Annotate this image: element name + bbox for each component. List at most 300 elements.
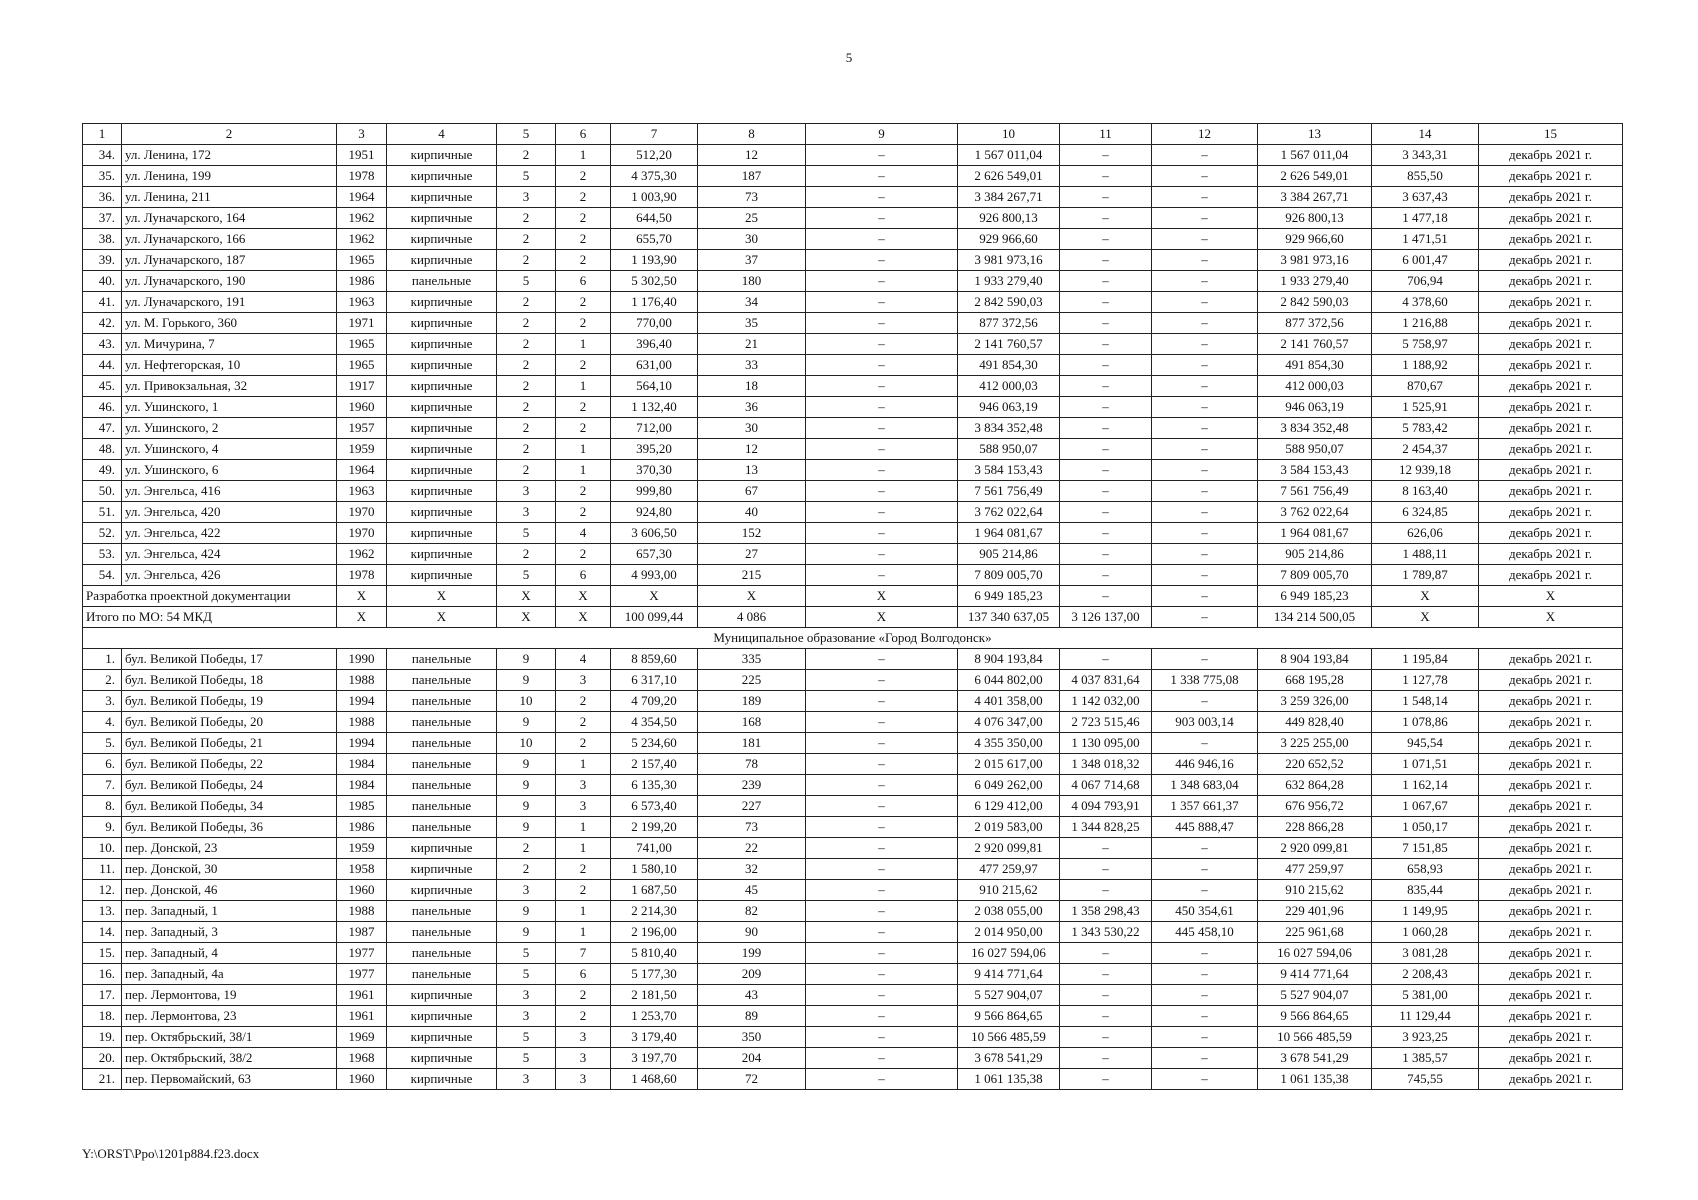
table-cell: панельные	[387, 817, 497, 838]
table-cell: 13.	[83, 901, 122, 922]
table-cell: 220 652,52	[1258, 754, 1372, 775]
table-row	[83, 397, 1623, 418]
table-cell: панельные	[387, 733, 497, 754]
table-cell: декабрь 2021 г.	[1479, 733, 1623, 754]
table-cell: –	[806, 943, 958, 964]
table-cell: 51.	[83, 502, 122, 523]
table-cell: –	[806, 880, 958, 901]
table-cell: 5 527 904,07	[1258, 985, 1372, 1006]
table-cell: 4 094 793,91	[1060, 796, 1152, 817]
table-cell: 2	[497, 229, 556, 250]
table-cell: 1959	[337, 838, 387, 859]
table-cell: 745,55	[1372, 1069, 1479, 1090]
table-cell: 910 215,62	[1258, 880, 1372, 901]
table-cell: 189	[698, 691, 806, 712]
table-cell: 2	[497, 418, 556, 439]
table-cell: –	[1152, 565, 1258, 586]
table-cell: ул. Нефтегорская, 10	[122, 355, 337, 376]
table-cell: –	[806, 250, 958, 271]
table-cell: 706,94	[1372, 271, 1479, 292]
table-cell: 1 142 032,00	[1060, 691, 1152, 712]
table-cell: X	[387, 586, 497, 607]
table-cell: 1 061 135,38	[1258, 1069, 1372, 1090]
table-cell: 1 357 661,37	[1152, 796, 1258, 817]
table-cell: 870,67	[1372, 376, 1479, 397]
table-cell: 12	[698, 145, 806, 166]
table-cell: кирпичные	[387, 292, 497, 313]
table-cell: кирпичные	[387, 1027, 497, 1048]
table-cell: кирпичные	[387, 355, 497, 376]
table-cell: 7	[556, 943, 611, 964]
table-cell: 5 302,50	[611, 271, 698, 292]
table-cell: ул. Энгельса, 420	[122, 502, 337, 523]
table-cell: 9	[497, 817, 556, 838]
table-cell: –	[806, 544, 958, 565]
table-cell: кирпичные	[387, 418, 497, 439]
table-cell: –	[1060, 313, 1152, 334]
table-row	[83, 859, 1623, 880]
table-cell: 12	[1152, 124, 1258, 145]
table-cell: 2	[556, 229, 611, 250]
table-cell: –	[806, 271, 958, 292]
table-cell: 49.	[83, 460, 122, 481]
table-cell: –	[806, 460, 958, 481]
table-cell: 4	[387, 124, 497, 145]
table-cell: –	[1152, 292, 1258, 313]
table-cell: –	[1152, 250, 1258, 271]
table-cell: 1 580,10	[611, 859, 698, 880]
table-cell: 370,30	[611, 460, 698, 481]
table-cell: 1984	[337, 775, 387, 796]
table-cell: 3	[497, 187, 556, 208]
table-cell: 239	[698, 775, 806, 796]
table-cell: –	[806, 166, 958, 187]
table-cell: –	[806, 565, 958, 586]
table-row	[83, 943, 1623, 964]
table-cell: 712,00	[611, 418, 698, 439]
table-cell: 5	[497, 943, 556, 964]
table-cell: 3	[497, 502, 556, 523]
table-cell: –	[1152, 1027, 1258, 1048]
table-cell: 4 037 831,64	[1060, 670, 1152, 691]
table-cell: 1988	[337, 901, 387, 922]
table-cell: кирпичные	[387, 565, 497, 586]
table-cell: пер. Западный, 4а	[122, 964, 337, 985]
table-cell: –	[1152, 355, 1258, 376]
table-cell: 4 709,20	[611, 691, 698, 712]
table-cell: 1 071,51	[1372, 754, 1479, 775]
table-cell: 903 003,14	[1152, 712, 1258, 733]
table-row	[83, 292, 1623, 313]
table-cell: –	[1152, 1006, 1258, 1027]
table-cell: –	[806, 817, 958, 838]
table-cell: декабрь 2021 г.	[1479, 754, 1623, 775]
table-cell: 15	[1479, 124, 1623, 145]
table-cell: –	[1060, 586, 1152, 607]
table-cell: 11	[1060, 124, 1152, 145]
table-cell: –	[1060, 964, 1152, 985]
table-cell: –	[1152, 733, 1258, 754]
table-cell: 4 355 350,00	[958, 733, 1060, 754]
table-cell: 3 225 255,00	[1258, 733, 1372, 754]
table-cell: декабрь 2021 г.	[1479, 1006, 1623, 1027]
table-cell: 4 354,50	[611, 712, 698, 733]
table-cell: кирпичные	[387, 502, 497, 523]
table-cell: кирпичные	[387, 187, 497, 208]
table-cell: панельные	[387, 796, 497, 817]
table-cell: бул. Великой Победы, 34	[122, 796, 337, 817]
table-cell: кирпичные	[387, 1069, 497, 1090]
table-cell: 3 981 973,16	[1258, 250, 1372, 271]
table-cell: 668 195,28	[1258, 670, 1372, 691]
table-cell: 3 678 541,29	[1258, 1048, 1372, 1069]
table-cell: 180	[698, 271, 806, 292]
table-cell: панельные	[387, 649, 497, 670]
table-cell: 5	[497, 124, 556, 145]
table-cell: 3	[556, 670, 611, 691]
table-cell: 1 188,92	[1372, 355, 1479, 376]
table-cell: –	[1060, 502, 1152, 523]
table-cell: 2	[556, 880, 611, 901]
table-cell: кирпичные	[387, 460, 497, 481]
table-cell: кирпичные	[387, 376, 497, 397]
table-cell: –	[1060, 481, 1152, 502]
table-cell: –	[806, 229, 958, 250]
table-cell: бул. Великой Победы, 22	[122, 754, 337, 775]
table-row	[83, 229, 1623, 250]
table-cell: –	[806, 733, 958, 754]
table-cell: 926 800,13	[958, 208, 1060, 229]
table-cell: 2	[497, 397, 556, 418]
table-cell: 5	[497, 523, 556, 544]
table-cell: 43	[698, 985, 806, 1006]
table-cell: 946 063,19	[1258, 397, 1372, 418]
table-cell: 3 384 267,71	[958, 187, 1060, 208]
table-cell: 2	[556, 313, 611, 334]
table-cell: 4 993,00	[611, 565, 698, 586]
table-cell: 3 923,25	[1372, 1027, 1479, 1048]
table-cell: 9 566 864,65	[1258, 1006, 1372, 1027]
table-cell: 1951	[337, 145, 387, 166]
table-cell: 5.	[83, 733, 122, 754]
table-cell: X	[497, 607, 556, 628]
table-cell: декабрь 2021 г.	[1479, 523, 1623, 544]
table-cell: –	[1060, 859, 1152, 880]
table-cell: декабрь 2021 г.	[1479, 271, 1623, 292]
table-cell: 7 809 005,70	[1258, 565, 1372, 586]
table-cell: декабрь 2021 г.	[1479, 313, 1623, 334]
table-cell: 1958	[337, 859, 387, 880]
table-cell: –	[806, 523, 958, 544]
table-cell: X	[1372, 607, 1479, 628]
table-cell: 1964	[337, 460, 387, 481]
table-cell: 37.	[83, 208, 122, 229]
table-cell: 412 000,03	[958, 376, 1060, 397]
table-cell: –	[1152, 187, 1258, 208]
table-cell: 1 525,91	[1372, 397, 1479, 418]
table-cell: 2	[497, 313, 556, 334]
table-cell: 8 904 193,84	[958, 649, 1060, 670]
table-cell: 5	[497, 1027, 556, 1048]
table-cell: 2	[556, 355, 611, 376]
table-cell: 2	[556, 397, 611, 418]
table-cell: 3 834 352,48	[1258, 418, 1372, 439]
table-cell: –	[1060, 271, 1152, 292]
table-cell: 2	[497, 376, 556, 397]
table-cell: бул. Великой Победы, 24	[122, 775, 337, 796]
table-cell: 9	[497, 670, 556, 691]
table-cell: пер. Донской, 23	[122, 838, 337, 859]
table-cell: X	[556, 607, 611, 628]
table-cell: 3 384 267,71	[1258, 187, 1372, 208]
table-cell: 78	[698, 754, 806, 775]
table-cell: 512,20	[611, 145, 698, 166]
table-cell: –	[1060, 523, 1152, 544]
table-cell: декабрь 2021 г.	[1479, 502, 1623, 523]
table-cell: 35.	[83, 166, 122, 187]
table-cell: 3	[497, 985, 556, 1006]
table-cell: декабрь 2021 г.	[1479, 166, 1623, 187]
table-cell: 1963	[337, 292, 387, 313]
table-row	[83, 691, 1623, 712]
table-cell: 35	[698, 313, 806, 334]
table-cell: 1 348 683,04	[1152, 775, 1258, 796]
table-cell: 3.	[83, 691, 122, 712]
table-cell: декабрь 2021 г.	[1479, 250, 1623, 271]
table-cell: 588 950,07	[1258, 439, 1372, 460]
table-cell: 52.	[83, 523, 122, 544]
table-cell: 3	[556, 775, 611, 796]
table-cell: 1988	[337, 712, 387, 733]
table-cell: 1	[556, 376, 611, 397]
table-cell: 1977	[337, 964, 387, 985]
table-cell: 1962	[337, 229, 387, 250]
table-cell: 2 015 617,00	[958, 754, 1060, 775]
table-cell: 3	[556, 796, 611, 817]
table-row	[83, 460, 1623, 481]
total-row	[83, 607, 1623, 628]
table-row	[83, 712, 1623, 733]
table-cell: 6 049 262,00	[958, 775, 1060, 796]
table-cell: 54.	[83, 565, 122, 586]
table-row	[83, 208, 1623, 229]
table-cell: кирпичные	[387, 985, 497, 1006]
table-cell: 9 414 771,64	[1258, 964, 1372, 985]
table-cell: –	[1152, 523, 1258, 544]
table-cell: 3 981 973,16	[958, 250, 1060, 271]
table-cell: 227	[698, 796, 806, 817]
table-cell: ул. Луначарского, 191	[122, 292, 337, 313]
table-cell: декабрь 2021 г.	[1479, 1048, 1623, 1069]
table-cell: ул. Ушинского, 6	[122, 460, 337, 481]
table-cell: кирпичные	[387, 859, 497, 880]
table-cell: 13	[698, 460, 806, 481]
table-cell: –	[806, 418, 958, 439]
table-row	[83, 796, 1623, 817]
table-cell: кирпичные	[387, 1048, 497, 1069]
table-cell: декабрь 2021 г.	[1479, 964, 1623, 985]
table-cell: 905 214,86	[958, 544, 1060, 565]
table-cell: 43.	[83, 334, 122, 355]
table-cell: –	[1152, 418, 1258, 439]
table-cell: 631,00	[611, 355, 698, 376]
table-cell: 7 561 756,49	[1258, 481, 1372, 502]
table-cell: 3 259 326,00	[1258, 691, 1372, 712]
table-cell: –	[806, 859, 958, 880]
table-cell: 2 141 760,57	[958, 334, 1060, 355]
table-cell: 1	[556, 145, 611, 166]
table-cell: 11.	[83, 859, 122, 880]
table-cell: кирпичные	[387, 397, 497, 418]
table-cell: 8 163,40	[1372, 481, 1479, 502]
table-cell: 2 842 590,03	[1258, 292, 1372, 313]
table-cell: 5 783,42	[1372, 418, 1479, 439]
table-cell: 16 027 594,06	[1258, 943, 1372, 964]
table-cell: 21	[698, 334, 806, 355]
table-cell: 8.	[83, 796, 122, 817]
table-cell: –	[1152, 481, 1258, 502]
table-cell: 48.	[83, 439, 122, 460]
table-cell: 46.	[83, 397, 122, 418]
table-cell: 1 567 011,04	[958, 145, 1060, 166]
table-cell: 16.	[83, 964, 122, 985]
table-cell: кирпичные	[387, 334, 497, 355]
table-cell: 946 063,19	[958, 397, 1060, 418]
table-cell: X	[1479, 607, 1623, 628]
table-row	[83, 901, 1623, 922]
table-cell: декабрь 2021 г.	[1479, 775, 1623, 796]
table-cell: –	[806, 313, 958, 334]
table-cell: –	[806, 922, 958, 943]
table-cell: 2	[497, 439, 556, 460]
table-cell: кирпичные	[387, 313, 497, 334]
table-cell: –	[1060, 649, 1152, 670]
table-cell: 225 961,68	[1258, 922, 1372, 943]
table-cell: 3	[337, 124, 387, 145]
table-cell: 18.	[83, 1006, 122, 1027]
table-cell: ул. Энгельса, 424	[122, 544, 337, 565]
table-cell: 2 842 590,03	[958, 292, 1060, 313]
table-cell: 5	[497, 964, 556, 985]
table-cell: 40	[698, 502, 806, 523]
table-cell: 4 378,60	[1372, 292, 1479, 313]
table-cell: –	[806, 796, 958, 817]
table-cell: 6 573,40	[611, 796, 698, 817]
table-cell: X	[1372, 586, 1479, 607]
table-cell: 33	[698, 355, 806, 376]
table-cell: 3	[497, 880, 556, 901]
table-cell: X	[1479, 586, 1623, 607]
table-cell: 12	[698, 439, 806, 460]
table-cell: пер. Первомайский, 63	[122, 1069, 337, 1090]
table-cell: –	[1060, 376, 1152, 397]
table-cell: кирпичные	[387, 838, 497, 859]
table-cell: 45.	[83, 376, 122, 397]
table-row	[83, 544, 1623, 565]
table-cell: 1 060,28	[1372, 922, 1479, 943]
table-cell: –	[1060, 229, 1152, 250]
table-cell: 5 381,00	[1372, 985, 1479, 1006]
table-cell: 477 259,97	[1258, 859, 1372, 880]
table-cell: 1987	[337, 922, 387, 943]
table-cell: 16 027 594,06	[958, 943, 1060, 964]
footer-file-path: Y:\ORST\Ppo\1201p884.f23.docx	[82, 1146, 260, 1161]
table-cell: пер. Донской, 30	[122, 859, 337, 880]
table-cell: 929 966,60	[958, 229, 1060, 250]
table-cell: 82	[698, 901, 806, 922]
table-cell: 2 141 760,57	[1258, 334, 1372, 355]
table-cell: –	[806, 670, 958, 691]
table-cell: Итого по МО: 54 МКД	[83, 607, 337, 628]
table-cell: 588 950,07	[958, 439, 1060, 460]
table-cell: 45	[698, 880, 806, 901]
table-row	[83, 523, 1623, 544]
table-cell: 7 151,85	[1372, 838, 1479, 859]
table-cell: 1 132,40	[611, 397, 698, 418]
table-cell: –	[806, 334, 958, 355]
table-cell: 1 253,70	[611, 1006, 698, 1027]
table-cell: ул. Ленина, 211	[122, 187, 337, 208]
table-cell: 3 343,31	[1372, 145, 1479, 166]
table-cell: пер. Западный, 4	[122, 943, 337, 964]
table-cell: 2 626 549,01	[1258, 166, 1372, 187]
table-cell: –	[1152, 229, 1258, 250]
table-row	[83, 817, 1623, 838]
table-cell: 2 014 950,00	[958, 922, 1060, 943]
table-cell: 13	[1258, 124, 1372, 145]
table-cell: 5 527 904,07	[958, 985, 1060, 1006]
table-cell: 1917	[337, 376, 387, 397]
table-cell: 1 964 081,67	[958, 523, 1060, 544]
table-cell: X	[497, 586, 556, 607]
table-cell: декабрь 2021 г.	[1479, 691, 1623, 712]
table-cell: –	[806, 481, 958, 502]
table-cell: 6 324,85	[1372, 502, 1479, 523]
table-cell: 6 317,10	[611, 670, 698, 691]
table-cell: 1960	[337, 880, 387, 901]
table-row	[83, 1006, 1623, 1027]
table-cell: –	[806, 838, 958, 859]
table-row	[83, 880, 1623, 901]
table-cell: 1962	[337, 208, 387, 229]
table-cell: Разработка проектной документации	[83, 586, 337, 607]
table-cell: 199	[698, 943, 806, 964]
table-cell: 204	[698, 1048, 806, 1069]
table-cell: декабрь 2021 г.	[1479, 418, 1623, 439]
table-cell: –	[1152, 943, 1258, 964]
table-cell: 1 149,95	[1372, 901, 1479, 922]
table-cell: декабрь 2021 г.	[1479, 943, 1623, 964]
table-cell: 39.	[83, 250, 122, 271]
table-cell: декабрь 2021 г.	[1479, 439, 1623, 460]
table-cell: –	[806, 712, 958, 733]
table-cell: кирпичные	[387, 544, 497, 565]
table-row	[83, 733, 1623, 754]
table-cell: 924,80	[611, 502, 698, 523]
table-cell: декабрь 2021 г.	[1479, 670, 1623, 691]
table-cell: –	[806, 145, 958, 166]
table-cell: 2	[556, 166, 611, 187]
table-cell: 228 866,28	[1258, 817, 1372, 838]
table-cell: ул. Энгельса, 426	[122, 565, 337, 586]
table-cell: 2	[497, 145, 556, 166]
table-cell: 770,00	[611, 313, 698, 334]
table-cell: 1986	[337, 817, 387, 838]
table-cell: 3	[556, 1027, 611, 1048]
table-cell: 67	[698, 481, 806, 502]
table-row	[83, 502, 1623, 523]
table-cell: 877 372,56	[1258, 313, 1372, 334]
